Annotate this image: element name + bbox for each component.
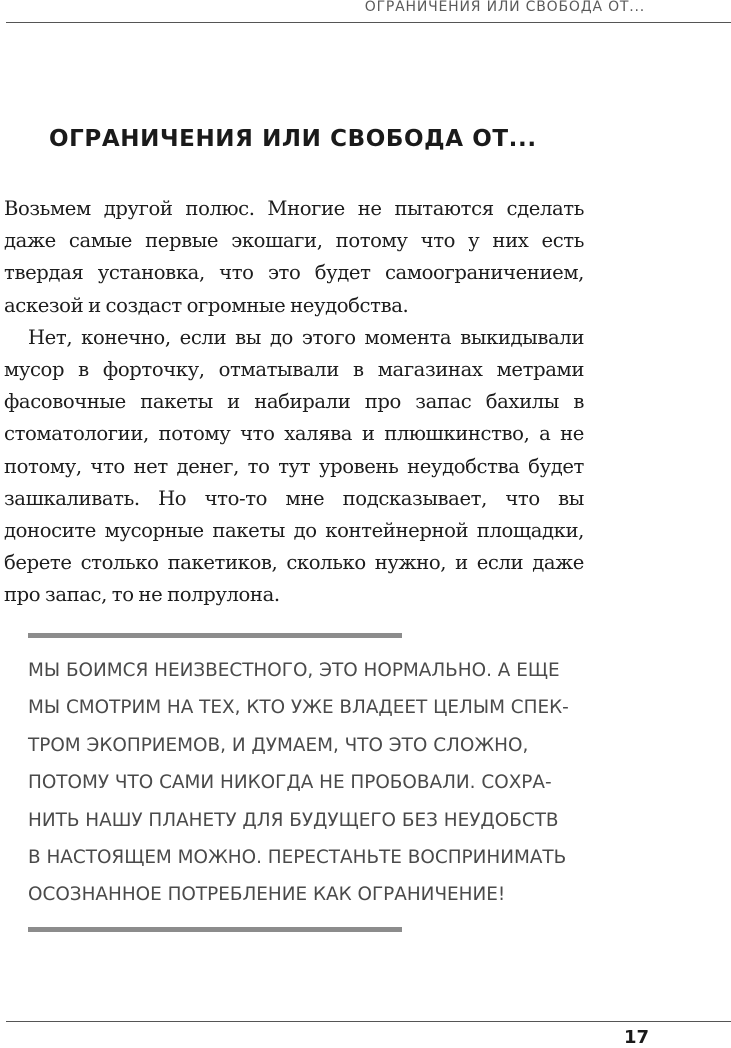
pull-quote-line: В НАСТОЯЩЕМ МОЖНО. ПЕРЕСТАНЬТЕ ВОСПРИНИМАТЬ: [28, 847, 567, 869]
pull-quote-line: ТРОМ ЭКОПРИЕМОВ, И ДУМАЕМ, ЧТО ЭТО СЛОЖНО,: [28, 734, 529, 756]
top-rule: [6, 22, 731, 23]
pull-quote-line: МЫ СМОТРИМ НА ТЕХ, КТО УЖЕ ВЛАДЕЕТ ЦЕЛЫМ СПЕК-: [28, 697, 569, 719]
body-text: [4, 193, 584, 612]
pull-quote-line: МЫ БОИМСЯ НЕИЗВЕСТНОГО, ЭТО НОРМАЛЬНО. А ЕЩЕ: [28, 660, 560, 681]
pull-quote: [28, 652, 588, 914]
page-number: 17: [624, 1027, 650, 1048]
pull-quote-bottom-rule: [28, 927, 402, 932]
paragraph-1: Возьмем другой полюс. Многие не пытаются сделать даже самые первые экошаги, потому что у них есть твердая установка, что это будет самоограничением, аскезой и создаст огромные неудобства.: [4, 197, 584, 317]
paragraph-2: Нет, конечно, если вы до этого момента выкидывали мусор в форточку, отматывали в магазинах метрами фасовочные пакеты и набирали про запас бахилы в стоматологии, потому что халява и плюшкинство, а не потому, что нет денег, то тут уровень неудобства будет зашкаливать. Но что-то мне подсказывает, что вы доносите мусорные пакеты до контейнерной площадки, берете столько пакетиков, сколько нужно, и если даже про запас, то не полрулона.: [4, 325, 584, 607]
pull-quote-line: НИТЬ НАШУ ПЛАНЕТУ ДЛЯ БУДУЩЕГО БЕЗ НЕУДОБСТВ: [28, 809, 559, 831]
chapter-title: ОГРАНИЧЕНИЯ ИЛИ СВОБОДА ОТ...: [49, 126, 537, 152]
pull-quote-line: ОСОЗНАННОЕ ПОТРЕБЛЕНИЕ КАК ОГРАНИЧЕНИЕ!: [28, 884, 506, 906]
running-header: ОГРАНИЧЕНИЯ ИЛИ СВОБОДА ОТ...: [364, 0, 645, 15]
pull-quote-top-rule: [28, 633, 402, 638]
bottom-rule: [6, 1021, 731, 1022]
pull-quote-line: ПОТОМУ ЧТО САМИ НИКОГДА НЕ ПРОБОВАЛИ. СОХРА-: [28, 772, 552, 794]
